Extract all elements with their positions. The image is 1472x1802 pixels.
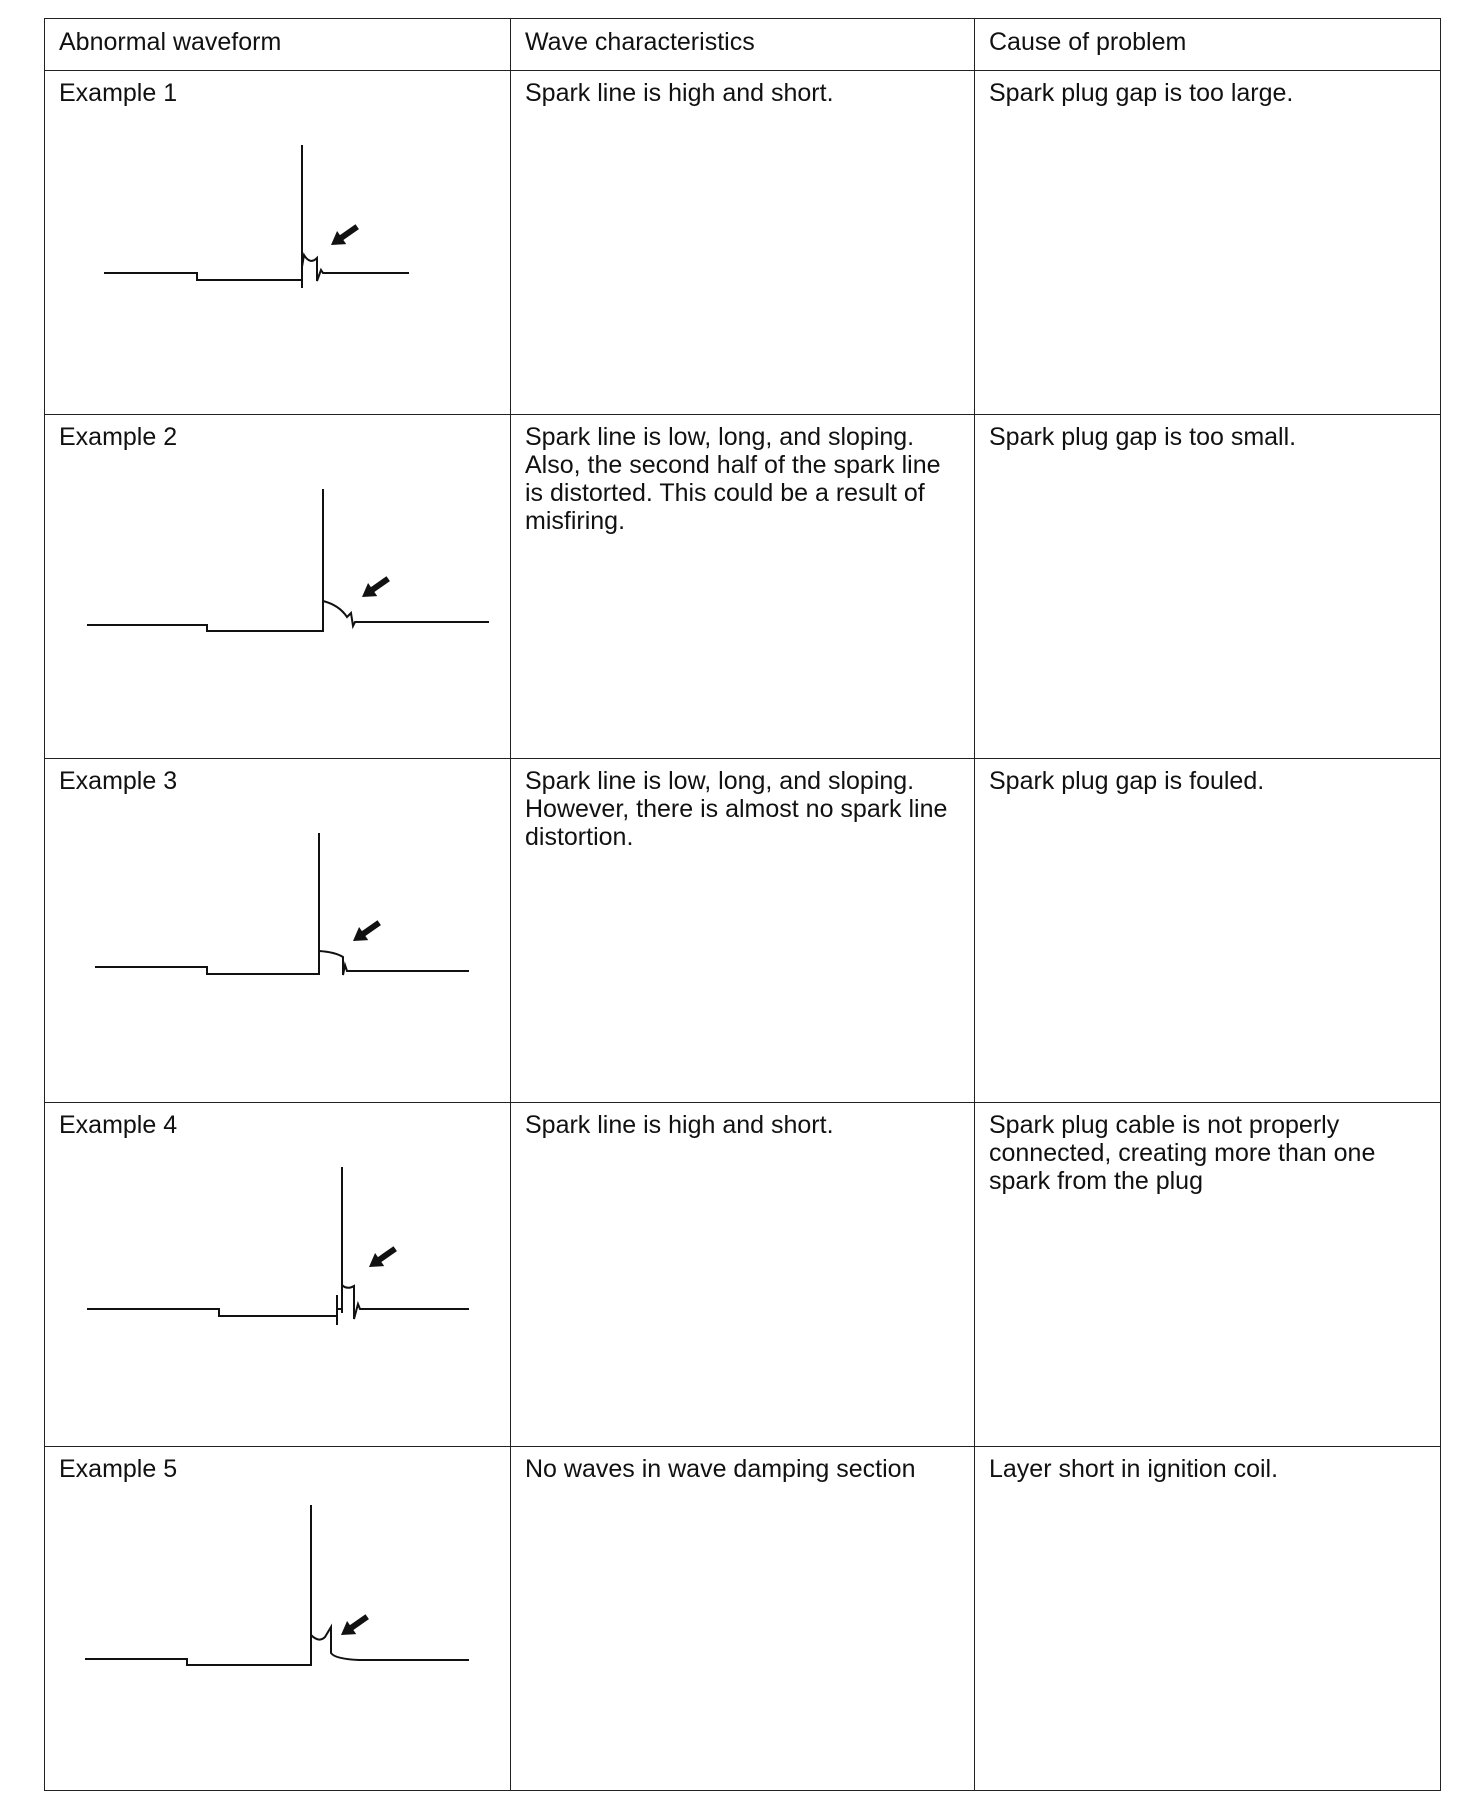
cause-cell: Layer short in ignition coil. xyxy=(975,1447,1441,1791)
arrow-pointer-icon xyxy=(336,1610,371,1641)
waveform-diagram xyxy=(59,1503,489,1753)
example-label: Example 4 xyxy=(59,1111,178,1139)
waveform-table xyxy=(44,18,1441,1791)
waveform-line xyxy=(104,145,409,281)
arrow-pointer-icon xyxy=(326,220,361,251)
arrow-pointer-icon xyxy=(364,1242,399,1273)
waveform-cell xyxy=(45,1103,511,1447)
wave-characteristics-cell: No waves in wave damping section xyxy=(511,1447,975,1791)
header-wave-characteristics: Wave characteristics xyxy=(511,19,975,71)
table-row xyxy=(45,1103,1441,1447)
waveform-cell xyxy=(45,759,511,1103)
cause-cell: Spark plug gap is too large. xyxy=(975,71,1441,415)
example-label: Example 5 xyxy=(59,1455,178,1483)
wave-characteristics-cell: Spark line is high and short. xyxy=(511,1103,975,1447)
header-abnormal-waveform: Abnormal waveform xyxy=(45,19,511,71)
header-row xyxy=(45,19,1441,71)
table-row xyxy=(45,71,1441,415)
waveform-cell xyxy=(45,71,511,415)
waveform-line xyxy=(95,833,469,975)
arrow-pointer-icon xyxy=(357,572,392,603)
example-label: Example 2 xyxy=(59,423,178,451)
waveform-diagram xyxy=(59,815,489,1065)
waveform-cell xyxy=(45,1447,511,1791)
example-label: Example 1 xyxy=(59,79,178,107)
cause-cell: Spark plug gap is too small. xyxy=(975,415,1441,759)
table-row xyxy=(45,415,1441,759)
waveform-line xyxy=(85,1505,469,1665)
waveform-diagram xyxy=(59,471,489,721)
wave-characteristics-cell: Spark line is low, long, and sloping. However, there is almost no spark line distortion. xyxy=(511,759,975,1103)
arrow-pointer-icon xyxy=(348,916,383,947)
waveform-diagram xyxy=(59,127,489,377)
wave-characteristics-cell: Spark line is low, long, and sloping. Also, the second half of the spark line is distorted. This could be a result of misfiring. xyxy=(511,415,975,759)
waveform-diagram xyxy=(59,1159,489,1409)
table-row xyxy=(45,759,1441,1103)
table-row xyxy=(45,1447,1441,1791)
header-cause-of-problem: Cause of problem xyxy=(975,19,1441,71)
waveform-line xyxy=(87,1167,469,1319)
cause-cell: Spark plug gap is fouled. xyxy=(975,759,1441,1103)
cause-cell: Spark plug cable is not properly connected, creating more than one spark from the plug xyxy=(975,1103,1441,1447)
example-label: Example 3 xyxy=(59,767,178,795)
waveform-cell xyxy=(45,415,511,759)
wave-characteristics-cell: Spark line is high and short. xyxy=(511,71,975,415)
waveform-line xyxy=(87,489,489,631)
